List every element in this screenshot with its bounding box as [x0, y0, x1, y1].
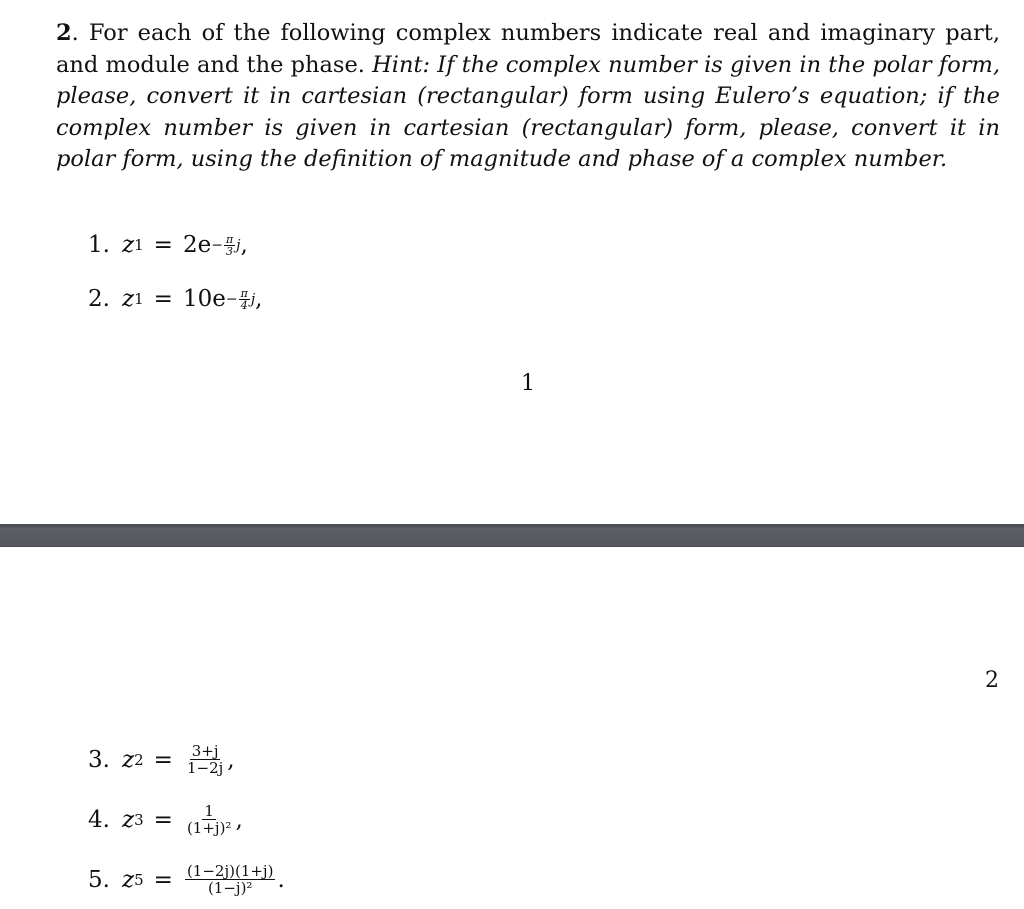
variable: z [122, 232, 135, 258]
fraction-numerator: 3+j [191, 742, 219, 760]
problem-statement [56, 18, 1000, 176]
list-item-4 [88, 803, 243, 836]
exponent [211, 234, 240, 257]
variable: z [122, 286, 135, 312]
exponent-fraction [224, 234, 235, 257]
exponent-fraction [239, 288, 250, 311]
exponent-numerator: π [240, 286, 248, 300]
variable: z [122, 866, 135, 893]
list-item-2 [88, 286, 262, 312]
coefficient: 2e [182, 232, 212, 258]
variable-subscript: 2 [134, 750, 144, 769]
trailing-punctuation: , [240, 232, 248, 258]
equals-sign: = [153, 806, 173, 833]
hint-label: Hint: [372, 51, 431, 78]
equals-sign: = [153, 746, 173, 773]
equals-sign: = [153, 232, 173, 258]
variable-subscript: 3 [134, 810, 144, 829]
list-item-5 [88, 863, 285, 896]
item-number: 5. [88, 866, 110, 893]
list-item-1 [88, 232, 248, 258]
fraction-denominator: 1−2j [186, 759, 224, 777]
exponent-denominator: 3 [226, 244, 234, 258]
page-2 [0, 547, 1024, 909]
fraction-numerator: 1 [204, 802, 214, 820]
variable-subscript: 1 [134, 290, 144, 308]
trailing-punctuation: , [227, 746, 235, 773]
variable: z [122, 746, 135, 773]
item-number: 2. [88, 286, 110, 312]
exponent-j: j [236, 237, 241, 253]
item-number: 3. [88, 746, 110, 773]
fraction-denominator: (1+j)² [186, 819, 232, 837]
fraction [185, 743, 225, 776]
exponent-denominator: 4 [240, 298, 248, 312]
item-number: 1. [88, 232, 110, 258]
coefficient: 10e [182, 286, 226, 312]
exponent-numerator: π [225, 232, 234, 246]
problem-number: 2 [56, 20, 72, 46]
list-item-3 [88, 743, 235, 776]
variable-subscript: 5 [134, 870, 144, 889]
trailing-punctuation: . [277, 866, 285, 893]
fraction-numerator: (1−2j)(1+j) [186, 862, 274, 880]
fraction [185, 863, 275, 896]
page-number-2: 2 [985, 668, 999, 693]
problem-intro: . For each of the following complex numbers indicate real and imaginary part, and module and the phase. [56, 20, 1000, 78]
exponent [226, 288, 255, 311]
equals-sign: = [153, 286, 173, 312]
variable-subscript: 1 [134, 236, 144, 254]
page-number-1: 1 [521, 371, 535, 396]
trailing-punctuation: , [255, 286, 263, 312]
exponent-j: j [250, 291, 256, 307]
exponent-sign: − [225, 291, 238, 307]
fraction-denominator: (1−j)² [207, 879, 253, 897]
fraction [185, 803, 233, 836]
trailing-punctuation: , [235, 806, 243, 833]
hint-text: If the complex number is given in the polar form, please, convert it in cartesian (rectangular) form using Eulero’s equation; if the complex number is given in cartesian (rectangular) form, please, convert it in polar form, using the definition of magnitude and phase of a complex number. [56, 51, 1000, 172]
page-divider [0, 524, 1024, 547]
variable: z [122, 806, 135, 833]
item-number: 4. [88, 806, 110, 833]
equals-sign: = [153, 866, 173, 893]
exponent-sign: − [211, 237, 223, 253]
